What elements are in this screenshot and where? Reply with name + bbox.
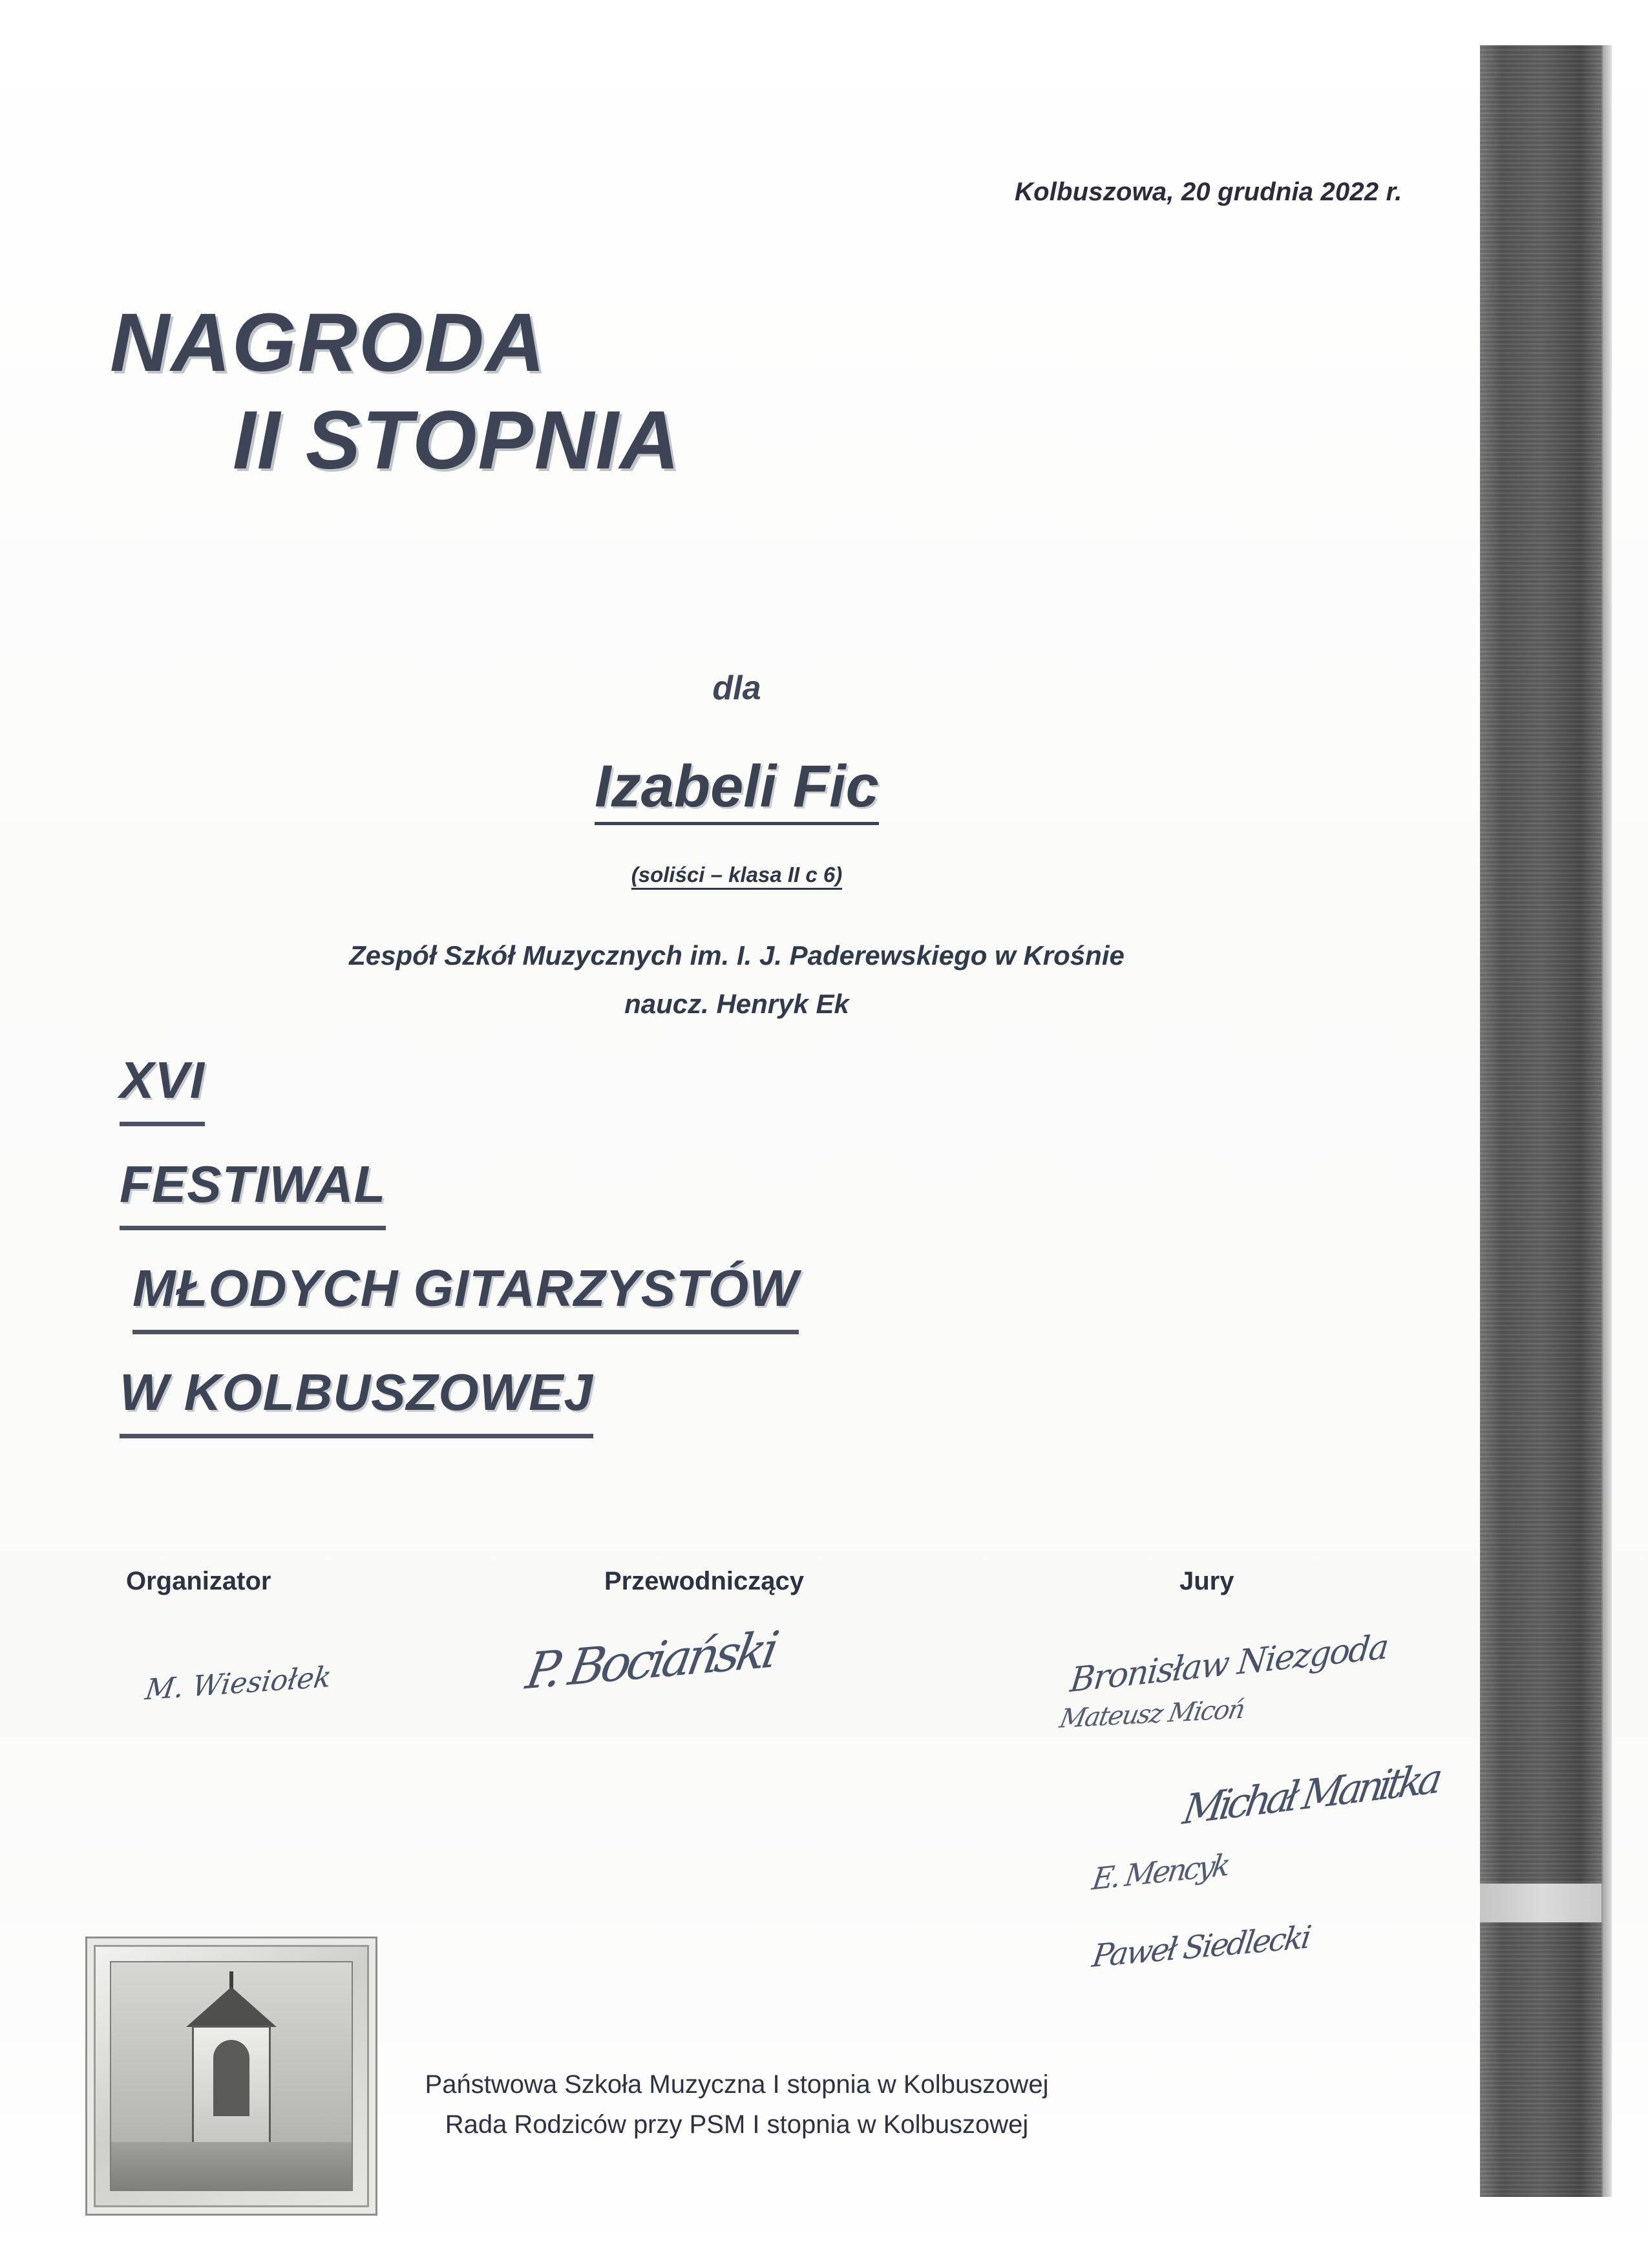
jury-signature-5: E. Mencyk xyxy=(1090,1847,1231,1897)
award-title-line-2: II STOPNIA xyxy=(233,394,681,487)
jury-signature-6: Paweł Siedlecki xyxy=(1090,1918,1312,1975)
event-line-2: FESTIWAL xyxy=(120,1144,386,1230)
event-line-1: XVI xyxy=(120,1040,205,1126)
scanner-artifact-band xyxy=(1480,1884,1603,1922)
date-line: Kolbuszowa, 20 grudnia 2022 r. xyxy=(1015,178,1402,206)
chairman-signature: P. Bociański xyxy=(522,1620,780,1701)
footer xyxy=(0,2064,1474,2145)
jury-signature-2: Mateusz Micoń xyxy=(1057,1694,1247,1734)
laureate-category-text: (soliści – klasa II c 6) xyxy=(631,863,843,890)
event-line-3: MŁODYCH GITARZYSTÓW xyxy=(132,1248,799,1334)
laureate-name-text: Izabeli Fic xyxy=(595,753,879,825)
jury-signature-1: Bronisław Niezgoda xyxy=(1068,1627,1390,1701)
footer-line-1: Państwowa Szkoła Muzyczna I stopnia w Kolbuszowej xyxy=(425,2070,1049,2099)
jury-label: Jury xyxy=(1179,1567,1234,1595)
jury-signature-4: Michał Manitka xyxy=(1179,1754,1442,1834)
footer-line-2: Rada Rodziców przy PSM I stopnia w Kolbuszowej xyxy=(445,2110,1029,2139)
award-title xyxy=(110,294,1273,489)
for-label: dla xyxy=(712,669,761,707)
scanner-artifact-edge xyxy=(1601,45,1612,2197)
chapel-roof xyxy=(186,1987,277,2027)
award-title-line-1: NAGRODA xyxy=(110,297,547,389)
chairman-label: Przewodniczący xyxy=(604,1567,805,1595)
laureate-category xyxy=(0,863,1474,887)
organizer-label: Organizator xyxy=(126,1567,271,1595)
emblem-ground xyxy=(111,2142,352,2190)
laureate-school: Zespół Szkół Muzycznych im. I. J. Paderewskiego w Krośnie xyxy=(349,940,1125,971)
chapel-spire xyxy=(229,1971,233,1988)
event-title xyxy=(120,1040,1347,1456)
laureate-name xyxy=(0,753,1474,821)
organizer-signature: M. Wiesiołek xyxy=(143,1660,333,1707)
scanner-artifact-strip xyxy=(1480,45,1603,2197)
laureate-teacher: naucz. Henryk Ek xyxy=(624,989,849,1019)
event-line-4: W KOLBUSZOWEJ xyxy=(120,1352,593,1438)
